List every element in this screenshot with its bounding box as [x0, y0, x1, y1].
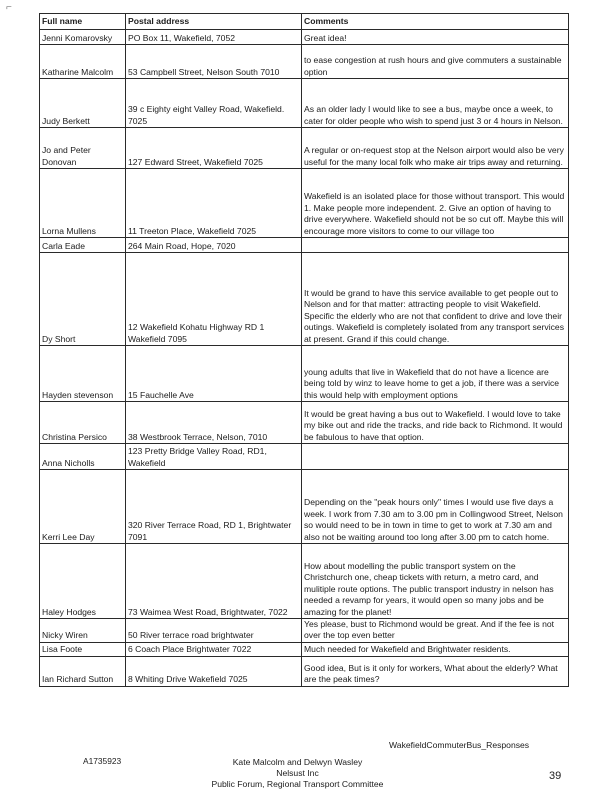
table-row	[40, 45, 569, 79]
table-row	[40, 169, 569, 238]
cell-full-name: Ian Richard Sutton	[40, 656, 126, 686]
cell-full-name: Katharine Malcolm	[40, 45, 126, 79]
footer-info	[170, 757, 425, 790]
header-postal-address: Postal address	[126, 14, 302, 30]
cell-postal-address: 123 Pretty Bridge Valley Road, RD1, Wakefield	[126, 444, 302, 470]
cell-postal-address: 15 Fauchelle Ave	[126, 346, 302, 402]
table-row	[40, 346, 569, 402]
cell-full-name: Lorna Mullens	[40, 169, 126, 238]
table-row	[40, 402, 569, 444]
cell-full-name: Kerri Lee Day	[40, 470, 126, 544]
footer-meeting: Public Forum, Regional Transport Committee	[211, 779, 384, 789]
cell-full-name: Dy Short	[40, 253, 126, 346]
header-comments: Comments	[302, 14, 569, 30]
cell-full-name: Jenni Komarovsky	[40, 30, 126, 45]
cell-comment: It would be grand to have this service available to get people out to Nelson and for that matter: attracting people to visit Wakefield. Specific the elderly who are not that confident to drive and love their outings. Wakefield is completely isolated from any transport services at present. Grand if this could change.	[302, 253, 569, 346]
cell-comment: Good idea, But is it only for workers, What about the elderly? What are the peak times?	[302, 656, 569, 686]
table-row	[40, 253, 569, 346]
table-row	[40, 444, 569, 470]
table-row	[40, 30, 569, 45]
file-reference: WakefieldCommuterBus_Responses	[389, 740, 530, 750]
footer-presenters: Kate Malcolm and Delwyn Wasley	[232, 757, 363, 767]
cell-comment: young adults that live in Wakefield that do not have a licence are being told by winz to leave home to get a job, if there was a service this would help with employment options	[302, 346, 569, 402]
table-row	[40, 128, 569, 169]
cell-full-name: Lisa Foote	[40, 642, 126, 656]
cell-full-name: Judy Berkett	[40, 79, 126, 128]
cell-postal-address: 6 Coach Place Brightwater 7022	[126, 642, 302, 656]
table-row	[40, 238, 569, 253]
cell-postal-address: PO Box 11, Wakefield, 7052	[126, 30, 302, 45]
cell-postal-address: 320 River Terrace Road, RD 1, Brightwater 7091	[126, 470, 302, 544]
cell-postal-address: 53 Campbell Street, Nelson South 7010	[126, 45, 302, 79]
cell-postal-address: 264 Main Road, Hope, 7020	[126, 238, 302, 253]
table-row	[40, 544, 569, 619]
cell-postal-address: 73 Waimea West Road, Brightwater, 7022	[126, 544, 302, 619]
cell-comment	[302, 238, 569, 253]
cell-comment: It would be great having a bus out to Wakefield. I would love to take my bike out and ride the tracks, and ride back to Richmond. It would be fabulous to have that option.	[302, 402, 569, 444]
cell-comment: As an older lady I would like to see a bus, maybe once a week, to cater for older people who wish to spend just 3 or 4 hours in Nelson.	[302, 79, 569, 128]
cell-comment: Yes please, bust to Richmond would be great. And if the fee is not over the top even better	[302, 619, 569, 643]
cell-postal-address: 50 River terrace road brightwater	[126, 619, 302, 643]
cell-full-name: Jo and Peter Donovan	[40, 128, 126, 169]
page-number: 39	[549, 770, 562, 782]
footer-organisation: Nelsust Inc	[276, 768, 319, 778]
cell-comment: Great idea!	[302, 30, 569, 45]
table-row	[40, 79, 569, 128]
cell-postal-address: 38 Westbrook Terrace, Nelson, 7010	[126, 402, 302, 444]
cell-postal-address: 39 c Eighty eight Valley Road, Wakefield. 7025	[126, 79, 302, 128]
cell-postal-address: 11 Treeton Place, Wakefield 7025	[126, 169, 302, 238]
header-row	[40, 14, 569, 30]
cell-full-name: Nicky Wiren	[40, 619, 126, 643]
table-row	[40, 619, 569, 643]
table-row	[40, 656, 569, 686]
cell-full-name: Carla Eade	[40, 238, 126, 253]
scan-corner-mark: ⌐	[6, 2, 12, 13]
cell-comment: Much needed for Wakefield and Brightwater residents.	[302, 642, 569, 656]
cell-postal-address: 12 Wakefield Kohatu Highway RD 1 Wakefield 7095	[126, 253, 302, 346]
cell-full-name: Haley Hodges	[40, 544, 126, 619]
cell-comment: Depending on the "peak hours only" times I would use five days a week. I work from 7.30 am to 3.00 pm in Collingwood Street, Nelson so would need to be in town in time to get to work at 7.30 am and also not be waiting around too long after 3.00 pm to catch home.	[302, 470, 569, 544]
cell-comment: How about modelling the public transport system on the Christchurch one, cheap tickets with return, a metro card, and mulitiple route options. The public transport industry in nelson has needed a revamp for years, it would open so many jobs and be amazing for the planet!	[302, 544, 569, 619]
cell-comment: to ease congestion at rush hours and give commuters a sustainable option	[302, 45, 569, 79]
cell-comment: Wakefield is an isolated place for those without transport. This would 1. Make people more independent. 2. Give an option of having to drive everywhere. Wakefield should not be so cut off. Maybe this will encourage more visitors to come to our village too	[302, 169, 569, 238]
submissions-table	[39, 13, 569, 687]
cell-full-name: Anna Nicholls	[40, 444, 126, 470]
cell-full-name: Christina Persico	[40, 402, 126, 444]
table-row	[40, 642, 569, 656]
cell-postal-address: 127 Edward Street, Wakefield 7025	[126, 128, 302, 169]
cell-comment: A regular or on-request stop at the Nelson airport would also be very useful for the many local folk who make air trips away and returning.	[302, 128, 569, 169]
cell-full-name: Hayden stevenson	[40, 346, 126, 402]
document-id: A1735923	[83, 756, 122, 766]
cell-postal-address: 8 Whiting Drive Wakefield 7025	[126, 656, 302, 686]
header-full-name: Full name	[40, 14, 126, 30]
table-row	[40, 470, 569, 544]
cell-comment	[302, 444, 569, 470]
